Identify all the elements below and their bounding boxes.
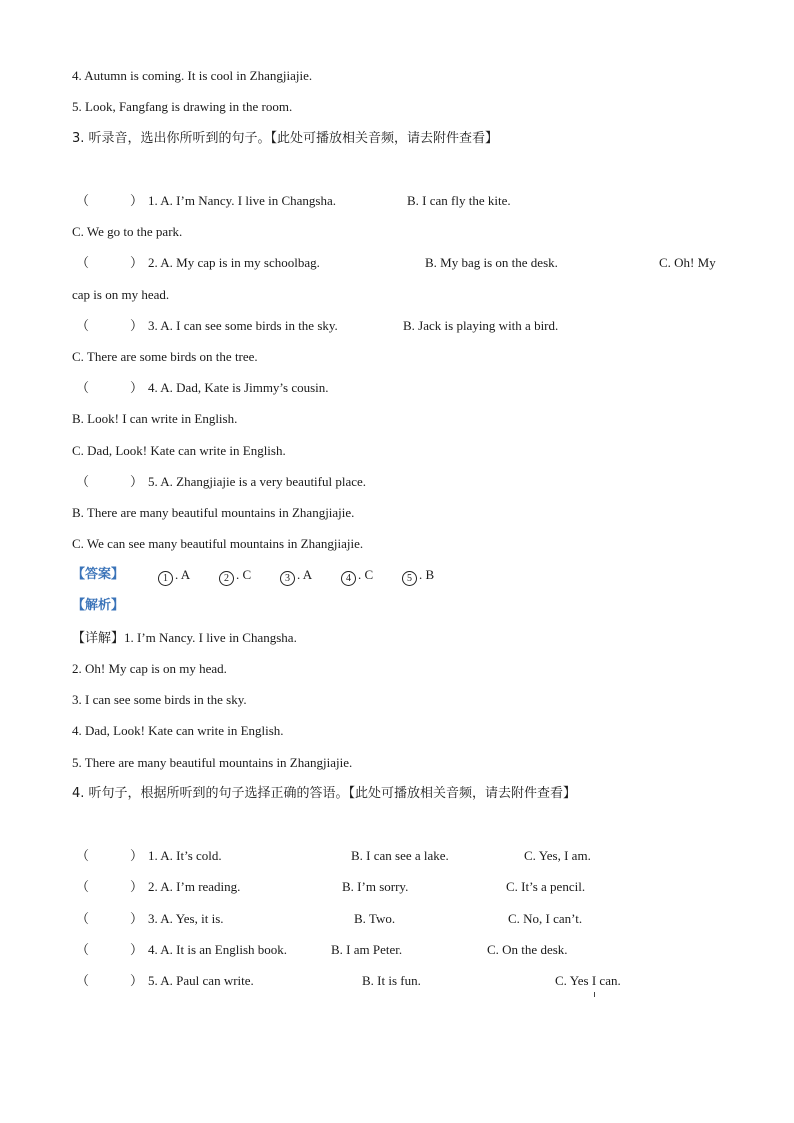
answer-blank-4-1: （ ） — [76, 848, 144, 863]
answer-blank-4-2: （ ） — [76, 879, 144, 894]
answer-item-1: 1 . A — [158, 566, 190, 586]
answer-item-2: 2 . C — [219, 566, 251, 586]
s3-q2-option-b: B. My bag is on the desk. — [425, 255, 558, 270]
answer-item-5: 5 . B — [402, 566, 434, 586]
s3-q1-option-c: C. We go to the park. — [72, 224, 183, 239]
answer-blank-3-2: （ ） — [76, 255, 144, 270]
s4-q5-option-b: B. It is fun. — [362, 973, 421, 988]
s3-q1-option-a: 1. A. I’m Nancy. I live in Changsha. — [148, 193, 336, 208]
s4-q2-option-c: C. It’s a pencil. — [506, 879, 586, 894]
s4-q1-option-c: C. Yes, I am. — [524, 848, 591, 863]
answer-blank-3-5: （ ） — [76, 474, 144, 489]
s3-q5-option-b: B. There are many beautiful mountains in Zhangjiajie. — [72, 505, 355, 520]
s4-q3-option-b: B. Two. — [354, 911, 396, 926]
s4-q4-option-c: C. On the desk. — [487, 942, 568, 957]
answer-item-4: 4 . C — [341, 566, 373, 586]
analysis-line-4: 4. Dad, Look! Kate can write in English. — [72, 723, 284, 738]
answer-item-3: 3 . A — [280, 566, 312, 586]
s3-q5-option-a: 5. A. Zhangjiajie is a very beautiful place. — [148, 474, 367, 489]
answer-blank-3-1: （ ） — [76, 193, 144, 208]
comma-mark — [594, 992, 595, 997]
section4-title: 4. 听句子，根据所听到的句子选择正确的答语。【此处可播放相关音频，请去附件查看】 — [72, 786, 577, 801]
analysis-line-2: 2. Oh! My cap is on my head. — [72, 661, 227, 676]
s3-q4-option-b: B. Look! I can write in English. — [72, 411, 238, 426]
s4-q4-option-b: B. I am Peter. — [331, 942, 403, 957]
analysis-line-3: 3. I can see some birds in the sky. — [72, 692, 247, 707]
s3-q1-option-b: B. I can fly the kite. — [407, 193, 511, 208]
s4-q5-option-a: 5. A. Paul can write. — [148, 973, 254, 988]
s3-q2-option-c-cont: cap is on my head. — [72, 287, 170, 302]
s3-q4-option-c: C. Dad, Look! Kate can write in English. — [72, 443, 286, 458]
s4-q3-option-c: C. No, I can’t. — [508, 911, 583, 926]
text-line-4: 4. Autumn is coming. It is cool in Zhangjiajie. — [72, 68, 313, 83]
s3-q2-option-c: C. Oh! My — [659, 255, 716, 270]
s3-q3-option-b: B. Jack is playing with a bird. — [403, 318, 559, 333]
analysis-line-5: 5. There are many beautiful mountains in Zhangjiajie. — [72, 755, 353, 770]
answer-blank-3-3: （ ） — [76, 318, 144, 333]
answer-blank-4-5: （ ） — [76, 973, 144, 988]
s4-q1-option-b: B. I can see a lake. — [351, 848, 449, 863]
s4-q1-option-a: 1. A. It’s cold. — [148, 848, 222, 863]
s4-q3-option-a: 3. A. Yes, it is. — [148, 911, 224, 926]
answer-label: 【答案】 — [72, 567, 125, 582]
s4-q2-option-a: 2. A. I’m reading. — [148, 879, 241, 894]
analysis-label: 【解析】 — [72, 598, 125, 613]
s3-q2-option-a: 2. A. My cap is in my schoolbag. — [148, 255, 320, 270]
text-line-5: 5. Look, Fangfang is drawing in the room. — [72, 99, 293, 114]
s4-q5-option-c: C. Yes I can. — [555, 973, 621, 988]
s3-q3-option-c: C. There are some birds on the tree. — [72, 349, 258, 364]
answer-blank-4-3: （ ） — [76, 911, 144, 926]
s4-q2-option-b: B. I’m sorry. — [342, 879, 409, 894]
s3-q4-option-a: 4. A. Dad, Kate is Jimmy’s cousin. — [148, 380, 329, 395]
s3-q3-option-a: 3. A. I can see some birds in the sky. — [148, 318, 338, 333]
analysis-line-1: 【详解】1. I’m Nancy. I live in Changsha. — [72, 630, 297, 646]
s4-q4-option-a: 4. A. It is an English book. — [148, 942, 288, 957]
answer-blank-4-4: （ ） — [76, 942, 144, 957]
answer-blank-3-4: （ ） — [76, 380, 144, 395]
s3-q5-option-c: C. We can see many beautiful mountains in Zhangjiajie. — [72, 536, 364, 551]
section3-title: 3. 听录音，选出你所听到的句子。【此处可播放相关音频，请去附件查看】 — [72, 131, 499, 146]
